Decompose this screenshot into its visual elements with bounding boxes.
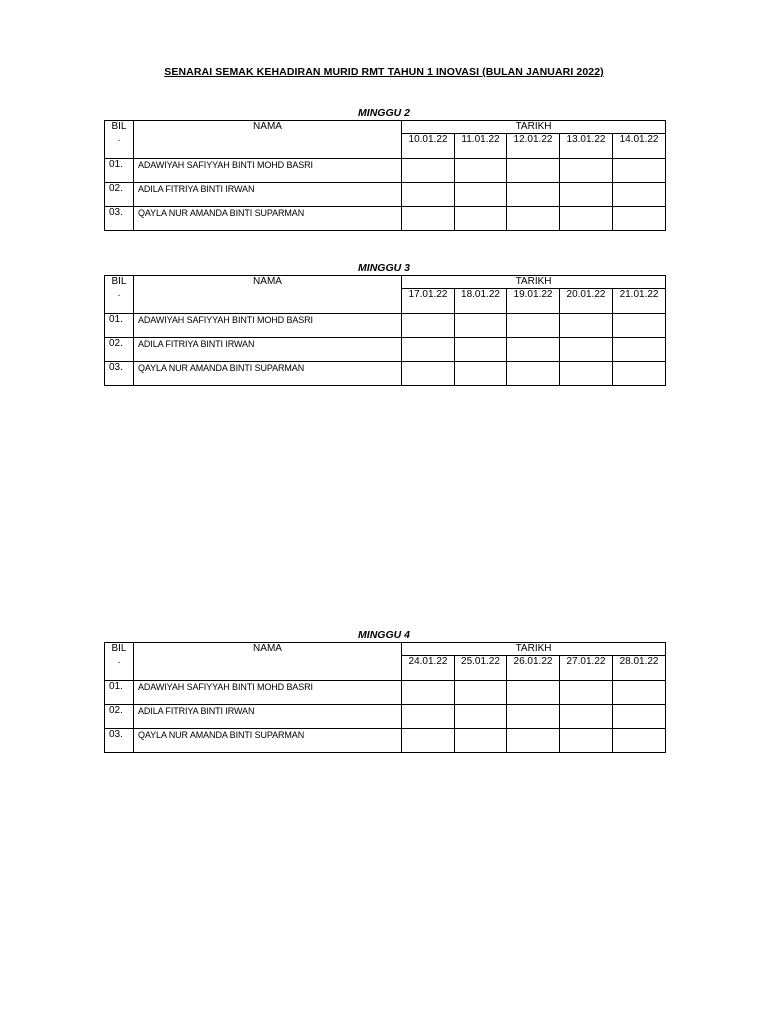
header-tarikh: TARIKH (402, 643, 666, 656)
date-header: 12.01.22 (507, 134, 560, 159)
date-header: 10.01.22 (402, 134, 455, 159)
header-nama: NAMA (134, 121, 402, 159)
attendance-cell[interactable] (560, 362, 613, 386)
attendance-cell[interactable] (613, 183, 666, 207)
header-bil-label: BIL . (111, 121, 127, 144)
date-header: 18.01.22 (455, 289, 507, 314)
attendance-table (104, 642, 666, 753)
attendance-cell[interactable] (560, 338, 613, 362)
attendance-cell[interactable] (507, 729, 560, 753)
row-number: 03. (105, 729, 134, 753)
attendance-cell[interactable] (613, 681, 666, 705)
date-header: 11.01.22 (455, 134, 507, 159)
date-header: 21.01.22 (613, 289, 666, 314)
attendance-cell[interactable] (560, 314, 613, 338)
row-number: 01. (105, 314, 134, 338)
header-tarikh: TARIKH (402, 276, 666, 289)
week-title: MINGGU 3 (358, 262, 410, 274)
attendance-cell[interactable] (455, 314, 507, 338)
attendance-cell[interactable] (507, 362, 560, 386)
attendance-cell[interactable] (507, 314, 560, 338)
table-row (105, 314, 666, 338)
date-header: 13.01.22 (560, 134, 613, 159)
attendance-cell[interactable] (507, 207, 560, 231)
row-number: 01. (105, 681, 134, 705)
attendance-cell[interactable] (613, 338, 666, 362)
table-row (105, 183, 666, 207)
attendance-cell[interactable] (402, 159, 455, 183)
attendance-cell[interactable] (455, 338, 507, 362)
attendance-cell[interactable] (560, 681, 613, 705)
week-title: MINGGU 2 (358, 107, 410, 119)
date-header: 25.01.22 (455, 656, 507, 681)
page-title: SENARAI SEMAK KEHADIRAN MURID RMT TAHUN 1 INOVASI (BULAN JANUARI 2022) (164, 66, 604, 78)
attendance-cell[interactable] (455, 362, 507, 386)
attendance-cell[interactable] (402, 314, 455, 338)
attendance-cell[interactable] (402, 207, 455, 231)
student-name: ADILA FITRIYA BINTI IRWAN (134, 705, 402, 729)
student-name: ADILA FITRIYA BINTI IRWAN (134, 183, 402, 207)
table-row (105, 338, 666, 362)
attendance-cell[interactable] (613, 159, 666, 183)
attendance-cell[interactable] (613, 207, 666, 231)
table-row (105, 681, 666, 705)
attendance-cell[interactable] (455, 681, 507, 705)
student-name: QAYLA NUR AMANDA BINTI SUPARMAN (134, 729, 402, 753)
header-bil (105, 121, 134, 159)
attendance-cell[interactable] (613, 362, 666, 386)
date-header: 26.01.22 (507, 656, 560, 681)
attendance-cell[interactable] (507, 338, 560, 362)
attendance-cell[interactable] (507, 681, 560, 705)
table-row (105, 207, 666, 231)
date-header: 19.01.22 (507, 289, 560, 314)
attendance-cell[interactable] (560, 159, 613, 183)
header-bil-label: BIL . (111, 276, 127, 299)
student-name: ADAWIYAH SAFIYYAH BINTI MOHD BASRI (134, 681, 402, 705)
attendance-cell[interactable] (560, 729, 613, 753)
attendance-cell[interactable] (507, 159, 560, 183)
attendance-table (104, 275, 666, 386)
row-number: 02. (105, 338, 134, 362)
attendance-cell[interactable] (507, 183, 560, 207)
row-number: 03. (105, 207, 134, 231)
attendance-cell[interactable] (613, 314, 666, 338)
attendance-cell[interactable] (402, 362, 455, 386)
header-tarikh: TARIKH (402, 121, 666, 134)
student-name: ADAWIYAH SAFIYYAH BINTI MOHD BASRI (134, 159, 402, 183)
attendance-cell[interactable] (560, 705, 613, 729)
student-name: QAYLA NUR AMANDA BINTI SUPARMAN (134, 362, 402, 386)
attendance-table (104, 120, 666, 231)
row-number: 01. (105, 159, 134, 183)
header-bil (105, 276, 134, 314)
attendance-cell[interactable] (402, 681, 455, 705)
attendance-cell[interactable] (402, 338, 455, 362)
attendance-cell[interactable] (560, 183, 613, 207)
header-nama: NAMA (134, 643, 402, 681)
attendance-cell[interactable] (507, 705, 560, 729)
week-block (104, 628, 665, 753)
attendance-cell[interactable] (455, 729, 507, 753)
attendance-cell[interactable] (402, 183, 455, 207)
attendance-cell[interactable] (455, 207, 507, 231)
row-number: 03. (105, 362, 134, 386)
attendance-cell[interactable] (455, 183, 507, 207)
week-block (104, 261, 665, 386)
student-name: QAYLA NUR AMANDA BINTI SUPARMAN (134, 207, 402, 231)
table-row (105, 362, 666, 386)
row-number: 02. (105, 705, 134, 729)
date-header: 27.01.22 (560, 656, 613, 681)
date-header: 14.01.22 (613, 134, 666, 159)
student-name: ADAWIYAH SAFIYYAH BINTI MOHD BASRI (134, 314, 402, 338)
attendance-cell[interactable] (455, 705, 507, 729)
attendance-cell[interactable] (613, 705, 666, 729)
header-bil (105, 643, 134, 681)
week-title: MINGGU 4 (358, 629, 410, 641)
table-row (105, 705, 666, 729)
date-header: 28.01.22 (613, 656, 666, 681)
attendance-cell[interactable] (560, 207, 613, 231)
attendance-cell[interactable] (613, 729, 666, 753)
table-row (105, 729, 666, 753)
student-name: ADILA FITRIYA BINTI IRWAN (134, 338, 402, 362)
header-bil-label: BIL . (111, 643, 127, 666)
date-header: 17.01.22 (402, 289, 455, 314)
row-number: 02. (105, 183, 134, 207)
date-header: 20.01.22 (560, 289, 613, 314)
date-header: 24.01.22 (402, 656, 455, 681)
attendance-cell[interactable] (455, 159, 507, 183)
header-nama: NAMA (134, 276, 402, 314)
table-row (105, 159, 666, 183)
attendance-cell[interactable] (402, 729, 455, 753)
week-block (104, 106, 665, 231)
attendance-cell[interactable] (402, 705, 455, 729)
